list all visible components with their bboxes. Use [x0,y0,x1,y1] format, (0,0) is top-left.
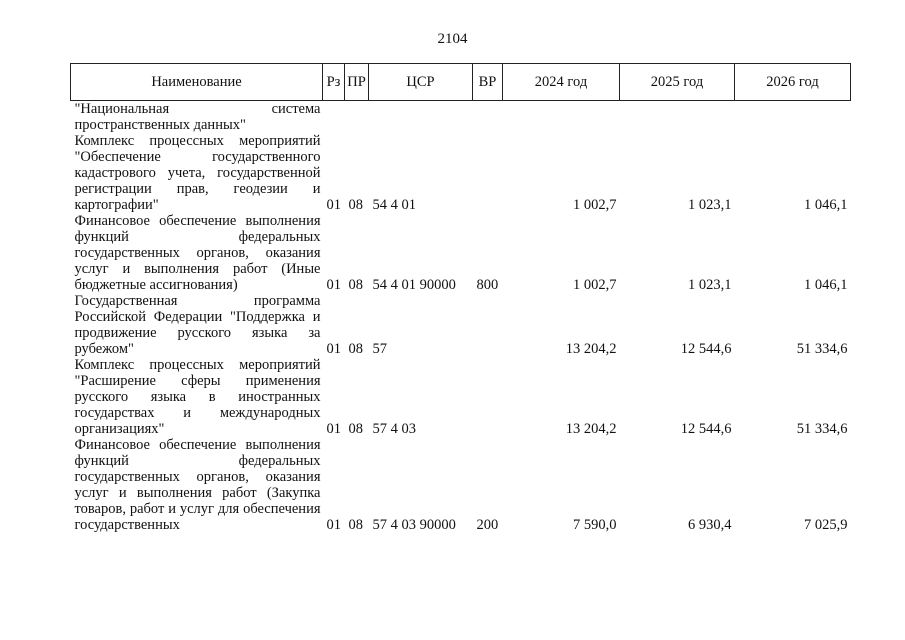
header-pr: ПР [345,64,369,101]
row-vr: 800 [476,277,499,293]
row-name: "Национальная система пространственных данных" [74,101,321,133]
row-2024: 1 002,7 [573,197,617,213]
row-vr [473,357,503,437]
header-name: Наименование [71,64,323,101]
row-2024: 7 590,0 [573,517,617,533]
row-rz: 01 [326,341,341,357]
row-csr: 57 [372,341,387,357]
page-number: 2104 [437,31,468,47]
row-2025: 6 930,4 [688,517,732,533]
row-name: Комплекс процессных мероприятий "Обеспечение государственного кадастрового учета, государственной регистрации прав, геодезии и картографии" [74,133,321,213]
row-pr: 08 [348,517,363,533]
row-2025: 12 544,6 [680,421,732,437]
row-2026: 1 046,1 [804,277,848,293]
header-2026: 2026 год [735,64,851,101]
table-row [71,357,851,437]
row-rz: 01 [326,197,341,213]
row-2024: 13 204,2 [565,341,617,357]
row-vr [473,133,503,213]
row-2025: 1 023,1 [688,197,732,213]
row-name: Государственная программа Российской Федерации "Поддержка и продвижение русского языка за рубежом" [74,293,321,357]
header-vr: ВР [473,64,503,101]
row-rz: 01 [326,421,341,437]
row-name: Финансовое обеспечение выполнения функций федеральных государственных органов, оказания услуг и выполнения работ (Закупка товаров, работ и услуг для обеспечения государственных [74,437,321,533]
row-vr [473,293,503,357]
row-rz: 01 [326,517,341,533]
header-2024: 2024 год [503,64,620,101]
table-row [71,437,851,533]
row-2026: 51 334,6 [796,421,848,437]
row-2025 [620,101,735,134]
budget-table [70,63,851,533]
row-2024: 13 204,2 [565,421,617,437]
header-2025: 2025 год [620,64,735,101]
row-2024 [503,101,620,134]
row-pr [345,101,369,134]
row-pr: 08 [348,421,363,437]
row-pr: 08 [348,277,363,293]
row-2024: 1 002,7 [573,277,617,293]
row-rz: 01 [326,277,341,293]
table-row [71,133,851,213]
row-vr: 200 [476,517,499,533]
table-row [71,101,851,134]
table-row [71,213,851,293]
row-2025: 12 544,6 [680,341,732,357]
row-2026: 1 046,1 [804,197,848,213]
row-csr: 54 4 01 90000 [372,277,456,293]
row-2026 [735,101,851,134]
row-2026: 51 334,6 [796,341,848,357]
row-csr: 57 4 03 90000 [372,517,456,533]
row-csr: 57 4 03 [372,421,416,437]
header-csr: ЦСР [369,64,473,101]
row-name: Комплекс процессных мероприятий "Расширение сферы применения русского языка в иностранных государствах и международных организациях" [74,357,321,437]
row-rz [323,101,345,134]
header-rz: Рз [323,64,345,101]
row-2026: 7 025,9 [804,517,848,533]
row-vr [473,101,503,134]
row-pr: 08 [348,197,363,213]
row-name: Финансовое обеспечение выполнения функций федеральных государственных органов, оказания услуг и выполнения работ (Иные бюджетные ассигнования) [74,213,321,293]
row-csr [369,101,473,134]
row-2025: 1 023,1 [688,277,732,293]
table-header-row [71,64,851,101]
table-row [71,293,851,357]
row-pr: 08 [348,341,363,357]
row-csr: 54 4 01 [372,197,416,213]
